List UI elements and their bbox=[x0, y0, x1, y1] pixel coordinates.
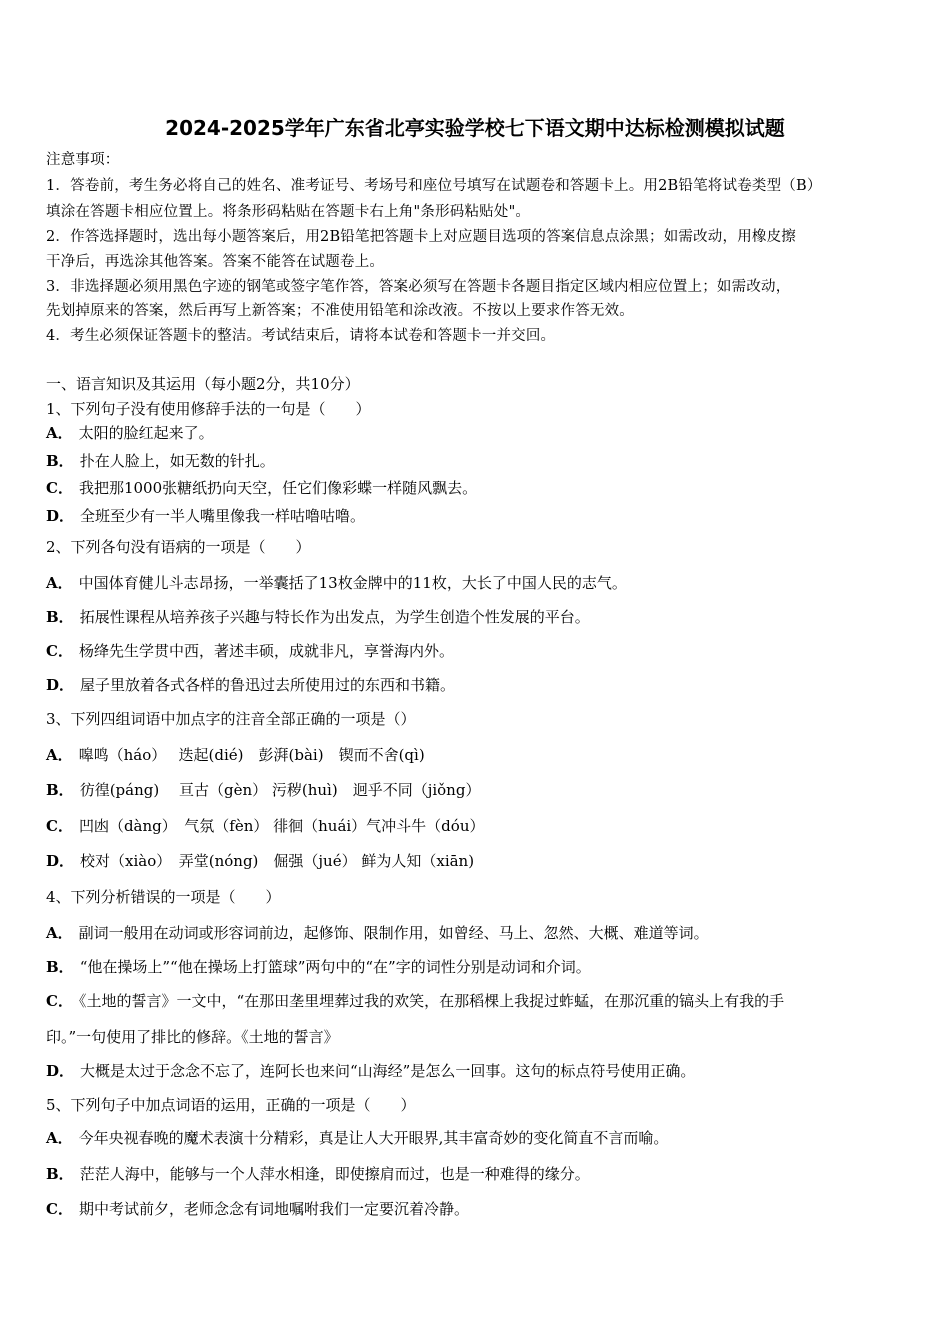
option-letter: A． bbox=[46, 1129, 73, 1147]
section-heading: 一、语言知识及其运用（每小题2分，共10分） bbox=[46, 375, 360, 393]
answer-option bbox=[46, 923, 709, 943]
option-text: 茫茫人海中，能够与一个人萍水相逢，即使擦肩而过，也是一种难得的缘分。 bbox=[79, 1165, 590, 1183]
option-text: 校对（xiào） 弄堂(nóng) 倔强（jué） 鲜为人知（xiān) bbox=[80, 852, 475, 870]
option-text: 屋子里放着各式各样的鲁迅过去所使用过的东西和书籍。 bbox=[80, 676, 456, 694]
option-text: “他在操场上”“他在操场上打篮球”两句中的“在”字的词性分别是动词和介词。 bbox=[79, 958, 591, 976]
notice-line: 2．作答选择题时，选出每小题答案后，用2B铅笔把答题卡上对应题目选项的答案信息点涂黑；如需改动，用橡皮擦 bbox=[46, 229, 797, 245]
answer-option bbox=[46, 1027, 339, 1047]
answer-option bbox=[46, 745, 425, 765]
notice-line: 3．非选择题必须用黑色字迹的钢笔或签字笔作答，答案必须写在答题卡各题目指定区域内相应位置上；如需改动， bbox=[46, 279, 791, 295]
answer-option bbox=[46, 1128, 668, 1148]
option-letter: B． bbox=[46, 608, 74, 626]
page-title: 2024-2025学年广东省北亭实验学校七下语文期中达标检测模拟试题 bbox=[165, 116, 785, 140]
answer-option bbox=[46, 478, 477, 498]
option-letter: C． bbox=[46, 817, 73, 835]
question-stem: 3、下列四组词语中加点字的注音全部正确的一项是（） bbox=[46, 710, 416, 728]
option-letter: B． bbox=[46, 781, 74, 799]
answer-option bbox=[46, 851, 474, 871]
option-text: 我把那1000张糖纸扔向天空，任它们像彩蝶一样随风飘去。 bbox=[78, 479, 478, 497]
option-text: 副词一般用在动词或形容词前边，起修饰、限制作用，如曾经、马上、忽然、大概、难道等词。 bbox=[78, 924, 709, 942]
option-letter: C． bbox=[46, 642, 73, 660]
option-text: 彷徨(páng) 亘古（gèn） 污秽(huì) 迥乎不同（jiǒng） bbox=[79, 781, 481, 799]
option-text: 嗥鸣（háo） 迭起(dié) 彭湃(bài) 锲而不舍(qì) bbox=[78, 746, 425, 764]
answer-option bbox=[46, 641, 454, 661]
option-text: 印。”一句使用了排比的修辞。《土地的誓言》 bbox=[46, 1028, 339, 1046]
answer-option bbox=[46, 816, 484, 836]
option-letter: C． bbox=[46, 992, 73, 1010]
notice-line: 干净后，再选涂其他答案。答案不能答在试题卷上。 bbox=[46, 254, 385, 270]
option-text: 大概是太过于念念不忘了，连阿长也来问“山海经”是怎么一回事。这句的标点符号使用正确。 bbox=[80, 1062, 696, 1080]
answer-option bbox=[46, 607, 590, 627]
answer-option bbox=[46, 957, 591, 977]
notice-line: 先划掉原来的答案，然后再写上新答案；不准使用铅笔和涂改液。不按以上要求作答无效。 bbox=[46, 303, 634, 319]
answer-option bbox=[46, 780, 480, 800]
option-letter: A． bbox=[46, 424, 73, 442]
option-text: 《土地的誓言》一文中，“在那田垄里埋葬过我的欢笑，在那稻棵上我捉过蚱蜢，在那沉重的镐头上有我的手 bbox=[78, 992, 785, 1010]
option-letter: D． bbox=[46, 676, 75, 694]
notice-heading: 注意事项： bbox=[46, 152, 120, 168]
answer-option bbox=[46, 675, 455, 695]
question-stem: 4、下列分析错误的一项是（ ） bbox=[46, 888, 281, 906]
option-letter: A． bbox=[46, 746, 73, 764]
option-text: 拓展性课程从培养孩子兴趣与特长作为出发点，为学生创造个性发展的平台。 bbox=[79, 608, 590, 626]
option-letter: D． bbox=[46, 1062, 75, 1080]
option-text: 中国体育健儿斗志昂扬，一举囊括了13枚金牌中的11枚，大长了中国人民的志气。 bbox=[78, 574, 627, 592]
answer-option bbox=[46, 991, 784, 1011]
option-letter: C． bbox=[46, 479, 73, 497]
option-text: 凹凼（dàng） 气氛（fèn） 徘徊（huái）气冲斗牛（dóu） bbox=[78, 817, 485, 835]
answer-option bbox=[46, 573, 627, 593]
option-letter: D． bbox=[46, 507, 75, 525]
notice-line: 填涂在答题卡相应位置上。将条形码粘贴在答题卡右上角"条形码粘贴处"。 bbox=[46, 204, 531, 220]
answer-option bbox=[46, 506, 365, 526]
answer-option bbox=[46, 451, 275, 471]
option-letter: D． bbox=[46, 852, 75, 870]
question-stem: 2、下列各句没有语病的一项是（ ） bbox=[46, 538, 311, 556]
answer-option bbox=[46, 1164, 590, 1184]
answer-option bbox=[46, 1199, 469, 1219]
option-letter: A． bbox=[46, 574, 73, 592]
question-stem: 5、下列句子中加点词语的运用，正确的一项是（ ） bbox=[46, 1096, 416, 1114]
question-stem: 1、下列句子没有使用修辞手法的一句是（ ） bbox=[46, 400, 371, 418]
option-letter: B． bbox=[46, 958, 74, 976]
option-letter: C． bbox=[46, 1200, 73, 1218]
option-text: 今年央视春晚的魔术表演十分精彩，真是让人大开眼界,其丰富奇妙的变化简直不言而喻。 bbox=[78, 1129, 669, 1147]
option-letter: B． bbox=[46, 452, 74, 470]
option-text: 扑在人脸上，如无数的针扎。 bbox=[79, 452, 275, 470]
option-text: 全班至少有一半人嘴里像我一样咕噜咕噜。 bbox=[80, 507, 366, 525]
option-text: 期中考试前夕，老师念念有词地嘱咐我们一定要沉着冷静。 bbox=[78, 1200, 469, 1218]
option-text: 太阳的脸红起来了。 bbox=[78, 424, 214, 442]
notice-line: 1．答卷前，考生务必将自己的姓名、准考证号、考场号和座位号填写在试题卷和答题卡上。用2B铅笔将试卷类型（B） bbox=[46, 178, 822, 194]
notice-line: 4．考生必须保证答题卡的整洁。考试结束后，请将本试卷和答题卡一并交回。 bbox=[46, 328, 556, 344]
answer-option bbox=[46, 423, 214, 443]
answer-option bbox=[46, 1061, 695, 1081]
option-letter: A． bbox=[46, 924, 73, 942]
option-letter: B． bbox=[46, 1165, 74, 1183]
option-text: 杨绛先生学贯中西，著述丰硕，成就非凡，享誉海内外。 bbox=[78, 642, 454, 660]
